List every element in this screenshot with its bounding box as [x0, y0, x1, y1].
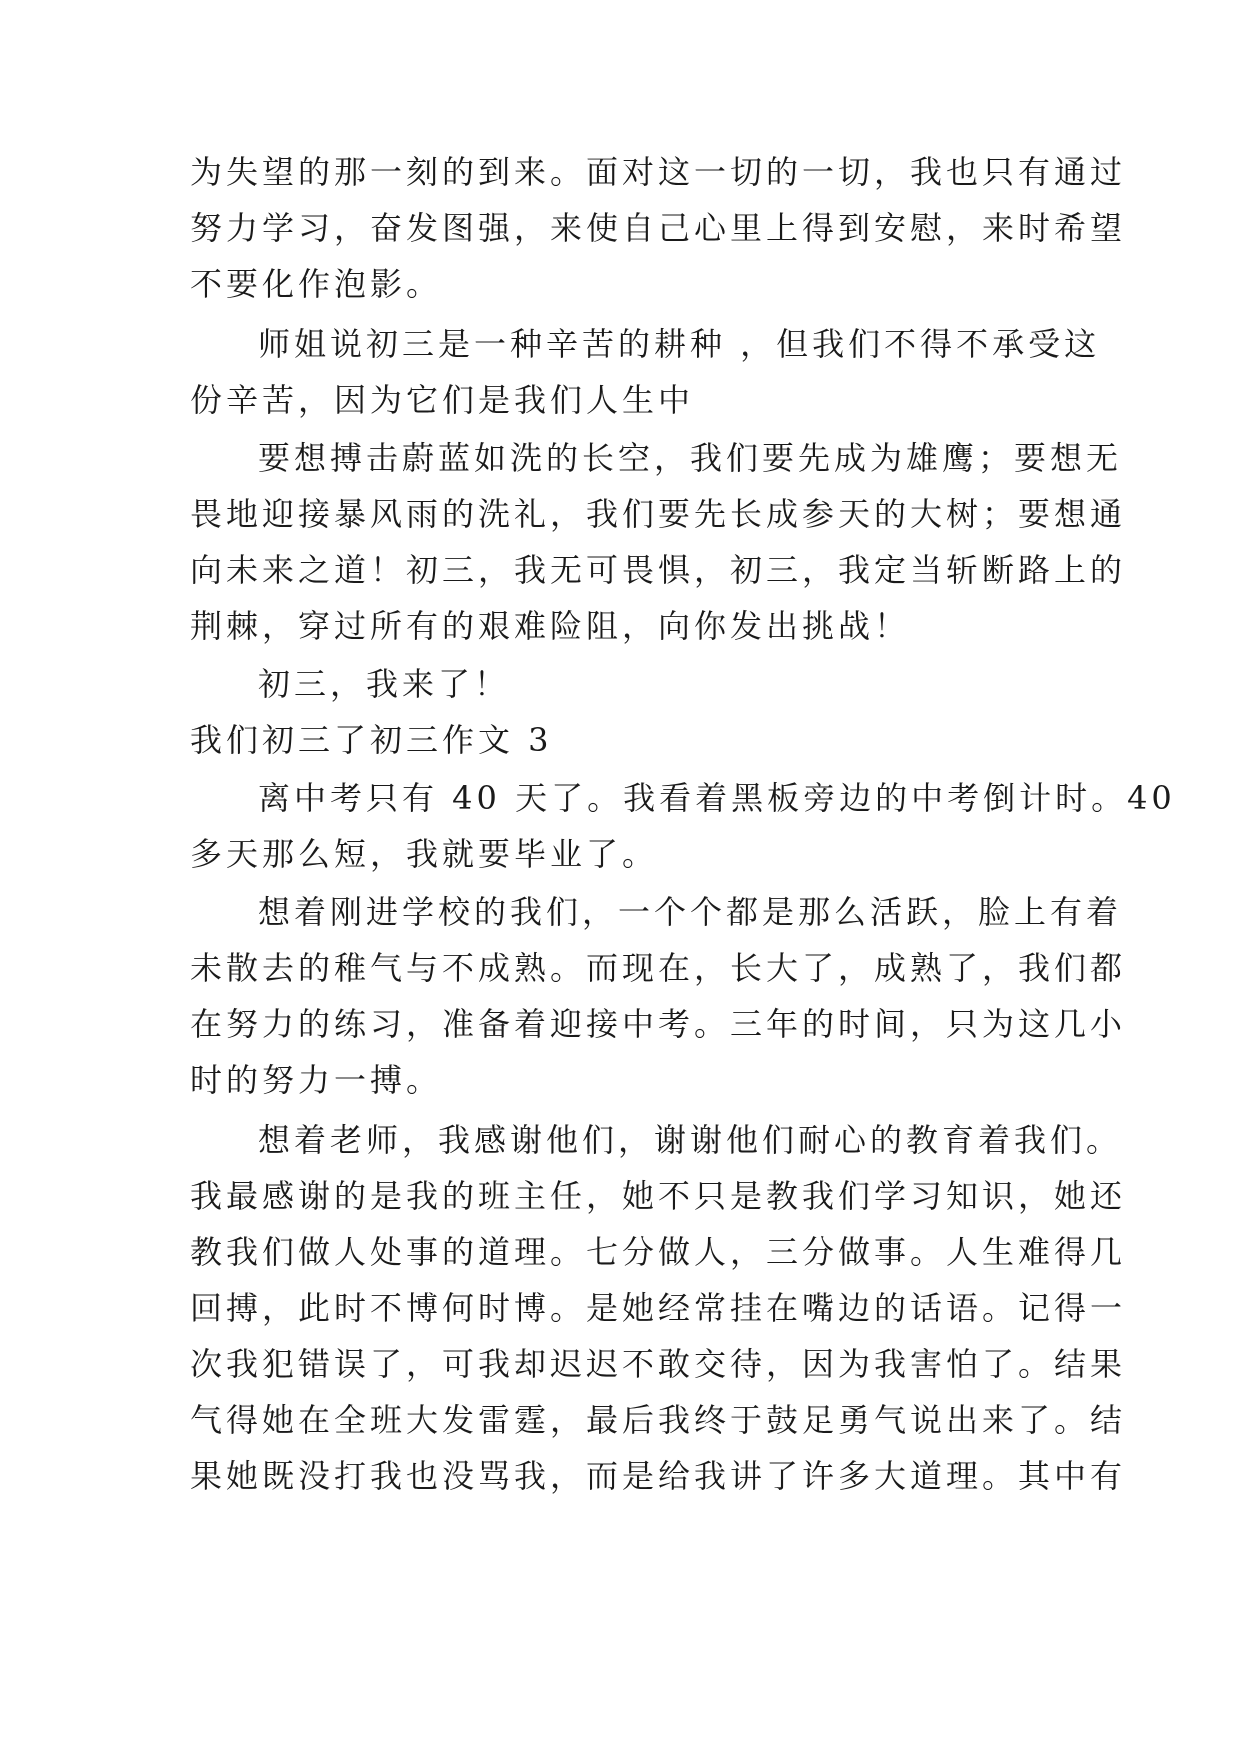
text-line: 时的努力一搏。 [190, 1061, 443, 1099]
text-line: 荆棘，穿过所有的艰难险阻，向你发出挑战！ [190, 607, 911, 645]
text-line: 回搏，此时不博何时博。是她经常挂在嘴边的话语。记得一 [190, 1289, 1127, 1327]
text-line: 果她既没打我也没骂我，而是给我讲了许多大道理。其中有 [190, 1457, 1127, 1495]
text-line: 未散去的稚气与不成熟。而现在，长大了，成熟了，我们都 [190, 949, 1127, 987]
text-line: 不要化作泡影。 [190, 265, 443, 303]
text-line: 向未来之道！初三，我无可畏惧，初三，我定当斩断路上的 [190, 551, 1127, 589]
text-line: 在努力的练习，准备着迎接中考。三年的时间，只为这几小 [190, 1005, 1127, 1043]
text-line: 畏地迎接暴风雨的洗礼，我们要先长成参天的大树；要想通 [190, 495, 1127, 533]
section-heading: 我们初三了初三作文 3 [190, 721, 553, 759]
text-line: 教我们做人处事的道理。七分做人，三分做事。人生难得几 [190, 1233, 1127, 1271]
text-line: 次我犯错误了，可我却迟迟不敢交待，因为我害怕了。结果 [190, 1345, 1127, 1383]
paragraph-start-line: 想着老师，我感谢他们，谢谢他们耐心的教育着我们。 [258, 1121, 1123, 1159]
text-line: 气得她在全班大发雷霆，最后我终于鼓足勇气说出来了。结 [190, 1401, 1127, 1439]
text-line: 我最感谢的是我的班主任，她不只是教我们学习知识，她还 [190, 1177, 1127, 1215]
text-line: 努力学习，奋发图强，来使自己心里上得到安慰，来时希望 [190, 209, 1127, 247]
paragraph-start-line: 初三，我来了！ [258, 665, 511, 703]
paragraph-start-line: 离中考只有 40 天了。我看着黑板旁边的中考倒计时。40 [258, 779, 1176, 817]
text-line: 份辛苦，因为它们是我们人生中 [190, 381, 695, 419]
text-line: 多天那么短，我就要毕业了。 [190, 835, 659, 873]
paragraph-start-line: 要想搏击蔚蓝如洗的长空，我们要先成为雄鹰；要想无 [258, 439, 1123, 477]
paragraph-start-line: 想着刚进学校的我们，一个个都是那么活跃，脸上有着 [258, 893, 1123, 931]
text-line: 为失望的那一刻的到来。面对这一切的一切，我也只有通过 [190, 153, 1127, 191]
paragraph-start-line: 师姐说初三是一种辛苦的耕种 ，但我们不得不承受这 [258, 325, 1101, 363]
